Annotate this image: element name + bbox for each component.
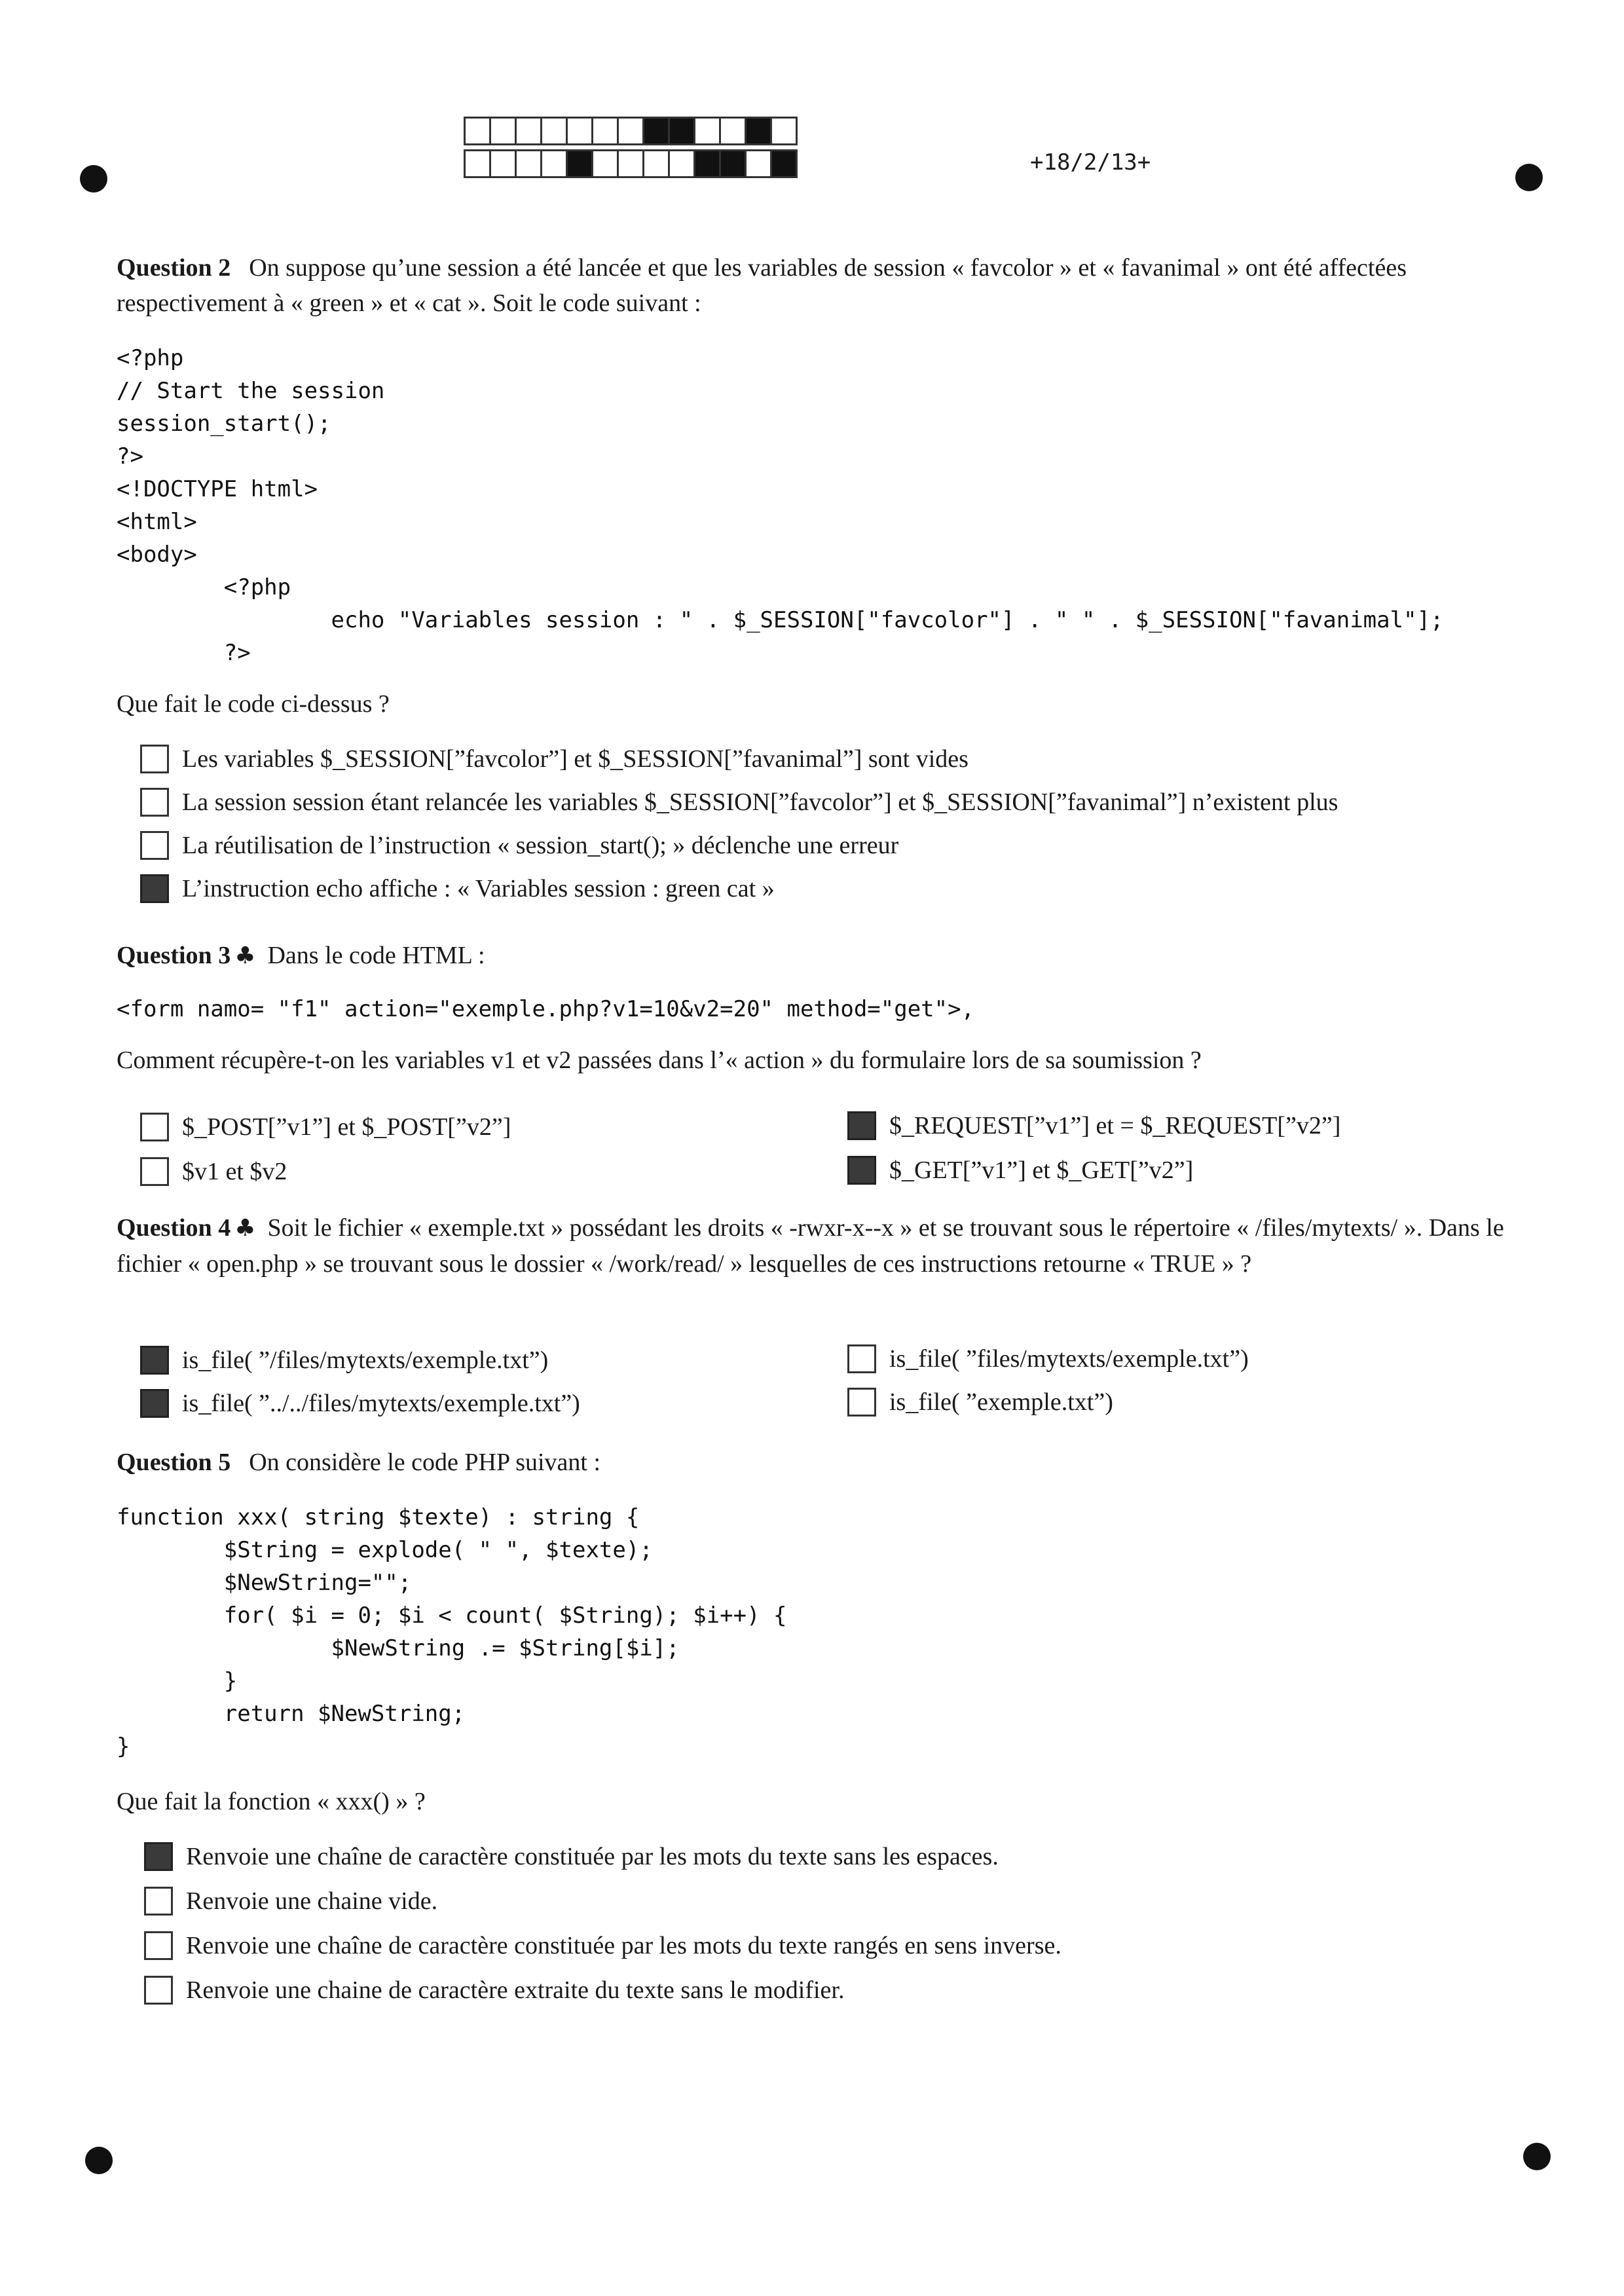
answer-checkbox[interactable] — [847, 1344, 876, 1373]
answer-checkbox[interactable] — [144, 1931, 173, 1960]
code-block: <?php // Start the session session_start(); ?> <!DOCTYPE html> <html> <body> <?php echo "Variables session : " . $_SESSION["favcolor"] . " " . $_SESSION["favanimal"]; ?> — [117, 345, 1444, 666]
answer-option[interactable] — [140, 872, 775, 905]
code-block: function xxx( string $texte) : string { $String = explode( " ", $texte); $NewString=""; for( $i = 0; $i < count( $String); $i++) { $NewString .= $String[$i]; } return $NewString; } — [117, 1504, 787, 1760]
answer-label: is_file( ”files/mytexts/exemple.txt”) — [889, 1345, 1249, 1373]
question-text: Dans le code HTML : — [267, 942, 485, 969]
answer-option[interactable] — [140, 786, 1338, 819]
answer-option[interactable] — [144, 1885, 437, 1917]
code-block: <form namo= "f1" action="exemple.php?v1=10&v2=20" method="get">, — [117, 996, 975, 1022]
answer-label: $_REQUEST[”v1”] et = $_REQUEST[”v2”] — [889, 1112, 1341, 1139]
answer-option[interactable] — [140, 1111, 511, 1143]
answer-option[interactable] — [140, 829, 898, 862]
question-label: Question 4 — [117, 1214, 231, 1242]
answer-option[interactable] — [847, 1154, 1193, 1187]
answer-option[interactable] — [847, 1342, 1249, 1375]
question-text: On considère le code PHP suivant : — [249, 1449, 601, 1476]
id-box-code — [464, 149, 796, 178]
answer-checkbox[interactable] — [847, 1156, 876, 1185]
answer-checkbox[interactable] — [144, 1976, 173, 2005]
answer-checkbox[interactable] — [140, 788, 169, 817]
question-text: On suppose qu’une session a été lancée et que les variables de session « favcolor » et « favanimal » ont été affectées respectivement à « green » et « cat ». Soit le code suivant : — [117, 254, 1407, 317]
answer-label: is_file( ”../../files/mytexts/exemple.txt”) — [182, 1390, 580, 1417]
registration-mark — [85, 2147, 113, 2174]
answer-checkbox[interactable] — [140, 1113, 169, 1141]
answer-label: is_file( ”/files/mytexts/exemple.txt”) — [182, 1346, 549, 1374]
registration-mark — [80, 165, 107, 193]
answer-checkbox[interactable] — [140, 745, 169, 773]
answer-label: $_POST[”v1”] et $_POST[”v2”] — [182, 1113, 511, 1141]
question-label: Question 2 — [117, 254, 231, 282]
question-3 — [117, 938, 1511, 974]
answer-label: is_file( ”exemple.txt”) — [889, 1388, 1113, 1416]
answer-label: L’instruction echo affiche : « Variables session : green cat » — [182, 875, 775, 902]
answer-checkbox[interactable] — [144, 1887, 173, 1916]
answer-label: Renvoie une chaîne de caractère constituée par les mots du texte sans les espaces. — [186, 1843, 999, 1870]
answer-label: $_GET[”v1”] et $_GET[”v2”] — [889, 1157, 1194, 1184]
question-2 — [117, 250, 1511, 321]
answer-checkbox[interactable] — [140, 874, 169, 903]
page-id: +18/2/13+ — [1030, 149, 1151, 176]
question-label: Question 5 — [117, 1449, 231, 1476]
question-5 — [117, 1445, 1511, 1480]
answer-option[interactable] — [144, 1840, 999, 1873]
answer-label: Les variables $_SESSION[”favcolor”] et $_SESSION[”favanimal”] sont vides — [182, 745, 969, 773]
answer-checkbox[interactable] — [847, 1111, 876, 1140]
answer-option[interactable] — [847, 1386, 1113, 1418]
multiple-answer-club-icon: ♣ — [234, 1215, 256, 1242]
answer-option[interactable] — [140, 1344, 548, 1377]
multiple-answer-club-icon: ♣ — [234, 942, 256, 969]
answer-option[interactable] — [140, 743, 969, 775]
answer-checkbox[interactable] — [140, 1157, 169, 1186]
answer-checkbox[interactable] — [847, 1388, 876, 1416]
question-text: Soit le fichier « exemple.txt » possédant les droits « -rwxr-x--x » et se trouvant sous le répertoire « /files/mytexts/ ». Dans le fichier « open.php » se trouvant sous le dossier « /work/read/ » lesquelles de ces instructions retourne « TRUE » ? — [117, 1214, 1504, 1278]
answer-checkbox[interactable] — [144, 1842, 173, 1871]
question-label: Question 3 — [117, 942, 231, 969]
answer-label: La session session étant relancée les variables $_SESSION[”favcolor”] et $_SESSION[”favanimal”] n’existent plus — [182, 788, 1338, 816]
registration-mark — [1523, 2143, 1551, 2170]
answer-option[interactable] — [140, 1155, 287, 1188]
answer-option[interactable] — [140, 1387, 580, 1420]
answer-checkbox[interactable] — [140, 1346, 169, 1375]
answer-label: La réutilisation de l’instruction « session_start(); » déclenche une erreur — [182, 832, 899, 859]
question-prompt: Comment récupère-t-on les variables v1 et v2 passées dans l’« action » du formulaire lors de sa soumission ? — [117, 1046, 1202, 1074]
answer-label: Renvoie une chaîne de caractère constituée par les mots du texte rangés en sens inverse. — [186, 1932, 1061, 1959]
answer-checkbox[interactable] — [140, 831, 169, 860]
registration-mark — [1515, 164, 1543, 191]
answer-option[interactable] — [847, 1109, 1340, 1142]
question-prompt: Que fait la fonction « xxx() » ? — [117, 1788, 426, 1815]
question-prompt: Que fait le code ci-dessus ? — [117, 690, 390, 718]
answer-label: Renvoie une chaine de caractère extraite du texte sans le modifier. — [186, 1976, 845, 2004]
answer-label: $v1 et $v2 — [182, 1158, 287, 1185]
question-4 — [117, 1210, 1511, 1282]
id-box-code — [464, 117, 796, 145]
answer-label: Renvoie une chaine vide. — [186, 1887, 438, 1915]
answer-option[interactable] — [144, 1974, 844, 2007]
answer-option[interactable] — [144, 1929, 1061, 1962]
answer-checkbox[interactable] — [140, 1389, 169, 1418]
